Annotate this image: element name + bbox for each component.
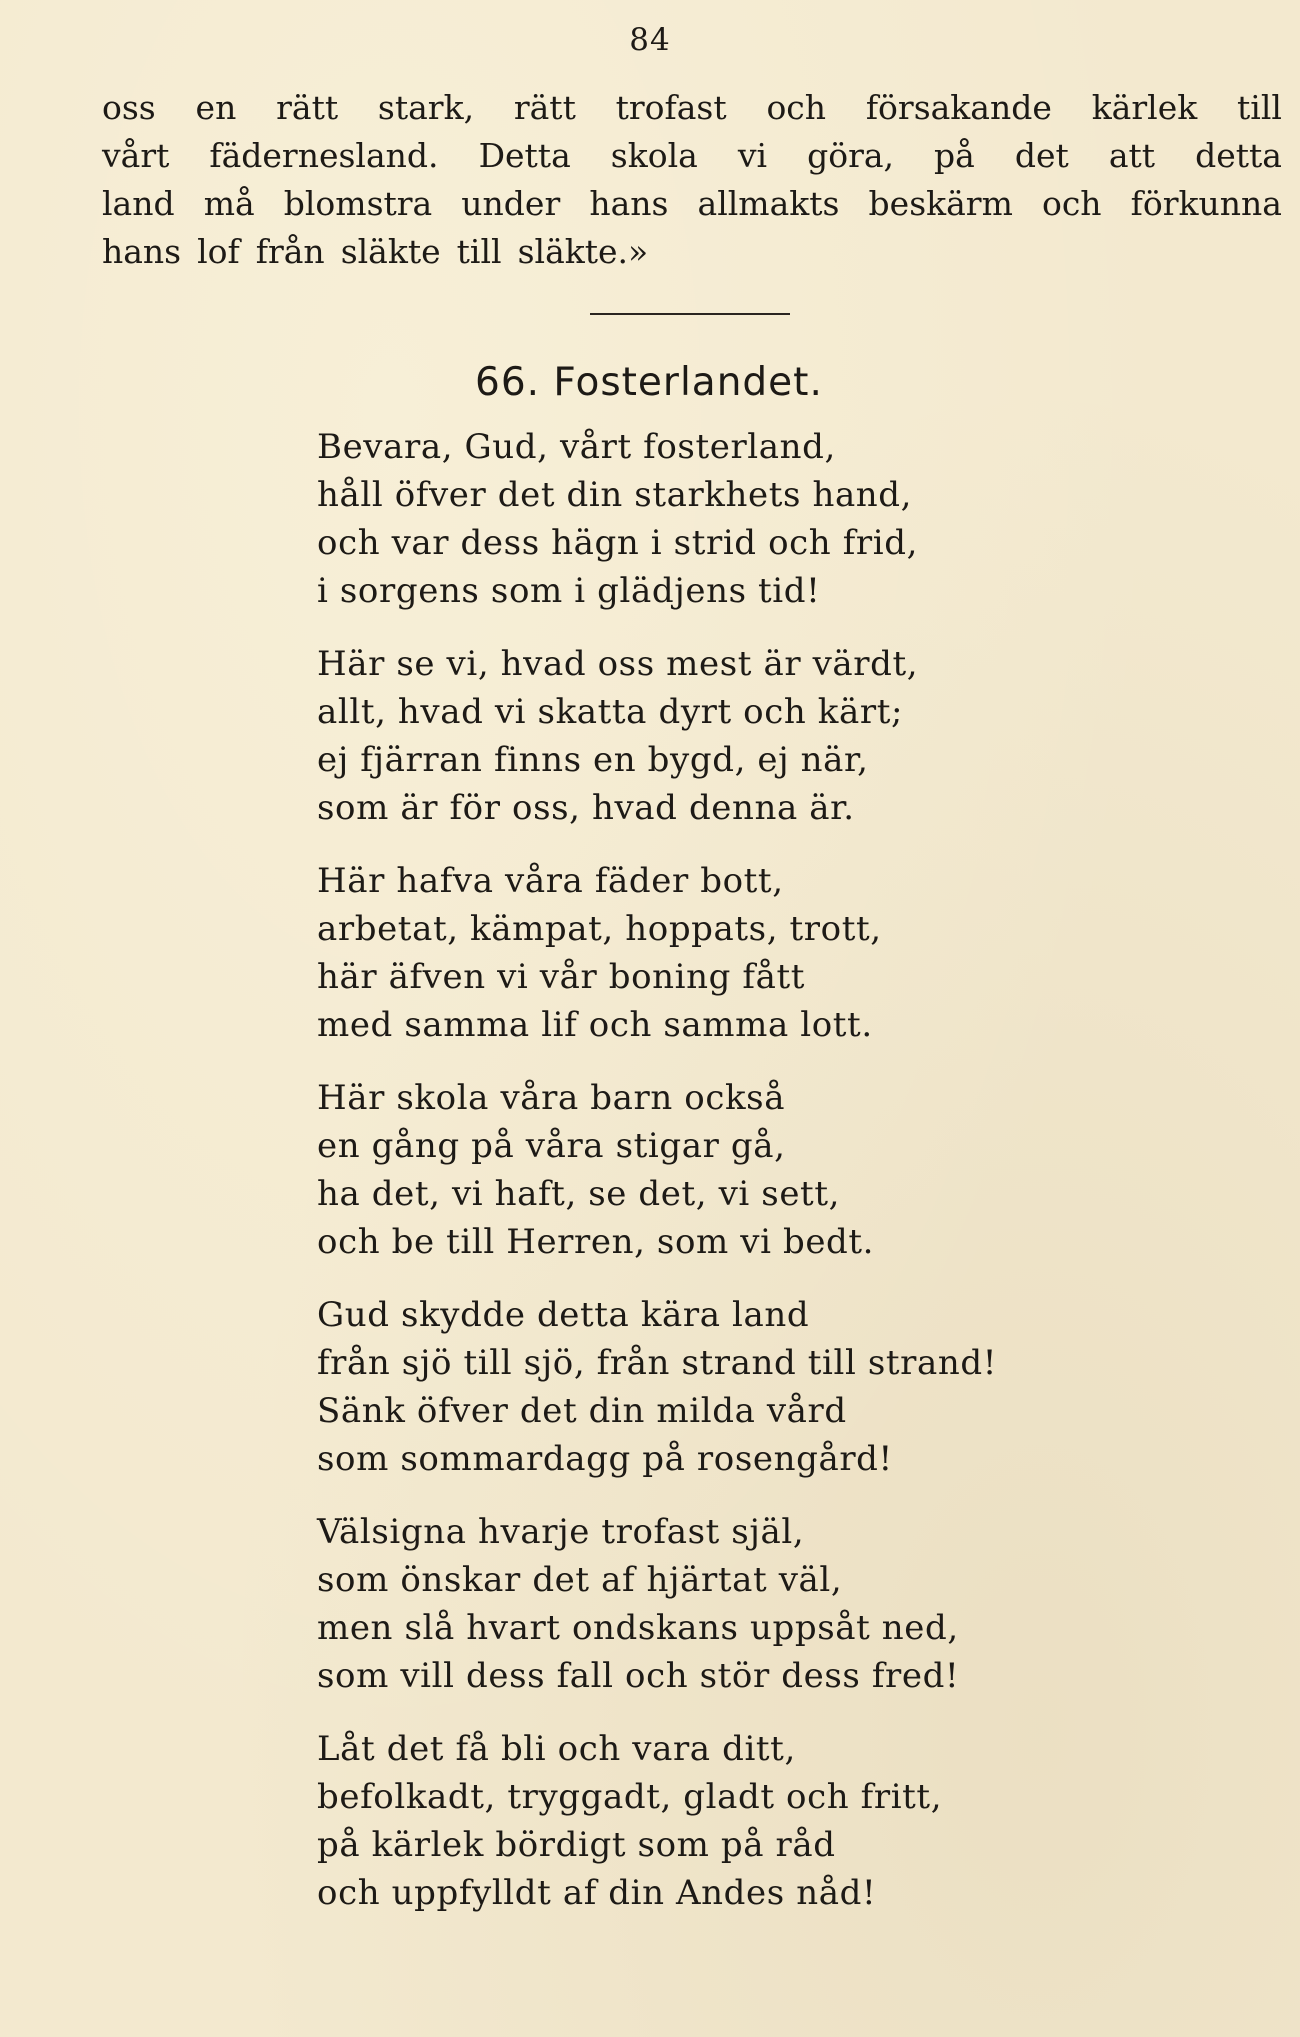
word: Detta [478, 136, 571, 175]
word: från [255, 232, 325, 271]
verse-line: som sommardagg på rosengård! [317, 1439, 893, 1479]
word: och [766, 88, 827, 127]
word: vårt [102, 136, 170, 175]
verse-line: men slå hvart ondskans uppsåt ned, [317, 1608, 959, 1648]
stanza [317, 1291, 997, 1483]
word: detta [1195, 136, 1282, 175]
verse-line: befolkadt, tryggadt, gladt och fritt, [317, 1777, 943, 1817]
word: oss [102, 88, 156, 127]
page-number: 84 [629, 22, 671, 58]
prose-line [102, 228, 1282, 276]
word: hans [102, 232, 182, 271]
word: släkte [340, 232, 441, 271]
verse-line: Bevara, Gud, vårt fosterland, [317, 427, 836, 467]
verse-line: och be till Herren, som vi bedt. [317, 1222, 875, 1262]
word: rätt [276, 88, 339, 127]
word: land [102, 184, 175, 223]
verse-line: som vill dess fall och stör dess fred! [317, 1656, 960, 1696]
word: kärlek [1091, 88, 1198, 127]
word: beskärm [868, 184, 1013, 223]
stanza [317, 857, 997, 1049]
word: trofast [615, 88, 727, 127]
word: allmakts [697, 184, 840, 223]
prose-line [102, 180, 1282, 228]
verse-line: och var dess hägn i strid och frid, [317, 523, 918, 563]
verse-line: Sänk öfver det din milda vård [317, 1391, 847, 1431]
verse-line: arbetat, kämpat, hoppats, trott, [317, 909, 882, 949]
word: att [1108, 136, 1156, 175]
verse-line: i sorgens som i glädjens tid! [317, 571, 821, 611]
stanza [317, 1074, 997, 1266]
prose-line [102, 132, 1282, 180]
word: under [461, 184, 561, 223]
word: till [1237, 88, 1282, 127]
verse-line: Här se vi, hvad oss mest är värdt, [317, 644, 919, 684]
verse-line: på kärlek bördigt som på råd [317, 1825, 836, 1865]
poem [317, 423, 997, 1942]
verse-line: från sjö till sjö, från strand till strand! [317, 1343, 998, 1383]
prose-paragraph [102, 84, 1282, 276]
word: och [1041, 184, 1102, 223]
word: blomstra [283, 184, 433, 223]
word: fädernesland. [209, 136, 439, 175]
verse-line: en gång på våra stigar gå, [317, 1126, 786, 1166]
verse-line: Här hafva våra fäder bott, [317, 861, 784, 901]
word: det [1014, 136, 1069, 175]
stanza [317, 640, 997, 832]
verse-line: ej fjärran finns en bygd, ej när, [317, 740, 869, 780]
word: en [195, 88, 237, 127]
section-divider [590, 313, 790, 315]
word: lof [197, 232, 240, 271]
verse-line: Här skola våra barn också [317, 1078, 786, 1118]
verse-line: Gud skydde detta kära land [317, 1295, 810, 1335]
stanza [317, 1508, 997, 1700]
verse-line: som är för oss, hvad denna är. [317, 788, 855, 828]
prose-line [102, 84, 1282, 132]
verse-line: Låt det få bli och vara ditt, [317, 1729, 796, 1769]
word: stark, [377, 88, 475, 127]
verse-line: ha det, vi haft, se det, vi sett, [317, 1174, 840, 1214]
verse-line: med samma lif och samma lott. [317, 1005, 873, 1045]
word: hans [589, 184, 669, 223]
verse-line: allt, hvad vi skatta dyrt och kärt; [317, 692, 904, 732]
verse-line: som önskar det af hjärtat väl, [317, 1560, 843, 1600]
word: rätt [513, 88, 576, 127]
word: släkte.» [517, 232, 649, 271]
stanza [317, 1725, 997, 1917]
word: må [203, 184, 255, 223]
word: till [456, 232, 502, 271]
word: på [934, 136, 975, 175]
verse-line: och uppfylldt af din Andes nåd! [317, 1873, 877, 1913]
verse-line: håll öfver det din starkhets hand, [317, 475, 913, 515]
verse-line: Välsigna hvarje trofast själ, [317, 1512, 805, 1552]
stanza [317, 423, 997, 615]
word: göra, [807, 136, 895, 175]
word: vi [737, 136, 768, 175]
poem-heading: 66. Fosterlandet. [475, 360, 823, 405]
verse-line: här äfven vi vår boning fått [317, 957, 806, 997]
word: försakande [865, 88, 1052, 127]
word: skola [610, 136, 698, 175]
word: förkunna [1130, 184, 1282, 223]
